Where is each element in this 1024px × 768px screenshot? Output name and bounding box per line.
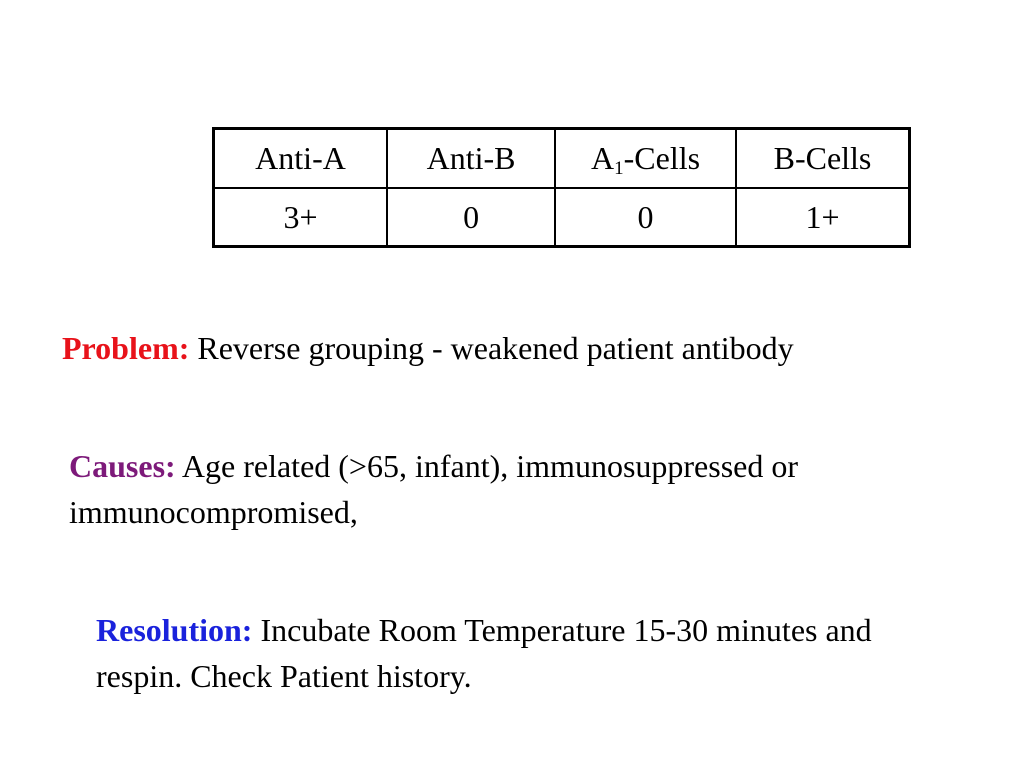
header-a1-subscript: 1 <box>614 158 624 179</box>
header-a1-suffix: -Cells <box>623 140 701 176</box>
causes-label: Causes: <box>69 448 176 484</box>
header-b-cells: B-Cells <box>736 129 910 189</box>
resolution-text: Incubate Room Temperature 15-30 minutes and respin. Check Patient history. <box>96 612 872 694</box>
problem-text: Reverse grouping - weakened patient antibody <box>197 330 794 366</box>
resolution-label: Resolution: <box>96 612 253 648</box>
header-a1-prefix: A <box>591 140 615 176</box>
causes-paragraph <box>69 443 869 535</box>
header-anti-a: Anti-A <box>214 129 388 189</box>
problem-paragraph <box>62 325 882 371</box>
abo-grouping-table <box>212 127 911 248</box>
cell-anti-b-result: 0 <box>387 188 555 247</box>
table-header-row <box>214 129 910 189</box>
problem-label: Problem: <box>62 330 190 366</box>
cell-b-cells-result: 1+ <box>736 188 910 247</box>
resolution-paragraph <box>96 607 916 699</box>
causes-text: Age related (>65, infant), immunosuppressed or immunocompromised, <box>69 448 799 530</box>
table-row <box>214 188 910 247</box>
cell-anti-a-result: 3+ <box>214 188 388 247</box>
header-a1-cells <box>555 129 736 189</box>
cell-a1-cells-result: 0 <box>555 188 736 247</box>
header-anti-b: Anti-B <box>387 129 555 189</box>
